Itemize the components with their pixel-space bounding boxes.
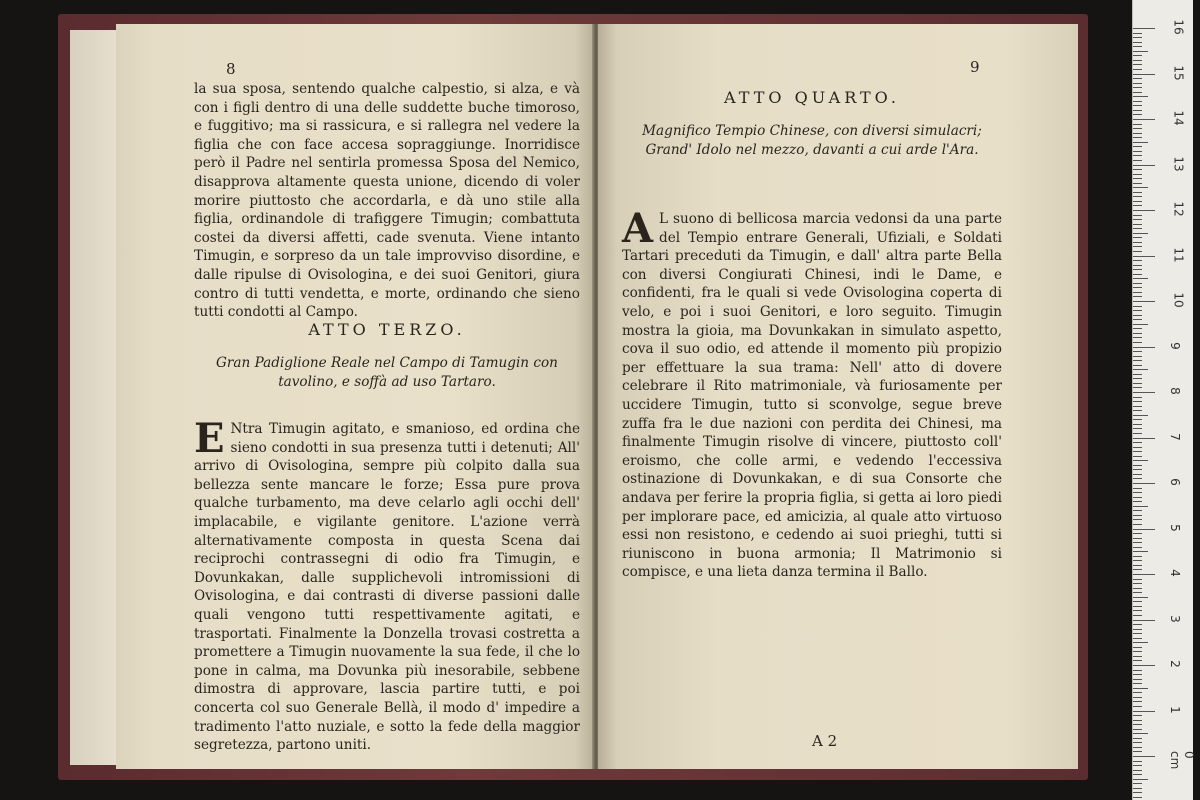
ruler-label: 2 xyxy=(1167,660,1182,668)
left-page xyxy=(116,24,594,769)
ruler-tick xyxy=(1133,565,1142,566)
ruler-label: 15 xyxy=(1171,64,1186,81)
ruler-tick xyxy=(1133,415,1148,416)
ruler-tick xyxy=(1133,337,1142,338)
ruler-tick xyxy=(1133,783,1142,784)
ruler-label: 12 xyxy=(1171,201,1186,217)
ruler-tick xyxy=(1133,60,1142,61)
ruler-tick xyxy=(1133,792,1142,793)
ruler-tick xyxy=(1133,360,1142,361)
ruler-tick xyxy=(1133,788,1142,789)
ruler-tick xyxy=(1133,92,1142,93)
ruler-label: 3 xyxy=(1167,614,1182,623)
ruler-tick xyxy=(1133,738,1142,739)
ruler-tick xyxy=(1133,538,1142,539)
ruler-tick xyxy=(1133,465,1142,466)
ruler-tick xyxy=(1133,37,1142,38)
ruler-tick xyxy=(1133,442,1142,443)
ruler-tick xyxy=(1133,683,1142,684)
ruler-tick xyxy=(1133,142,1148,143)
ruler-tick xyxy=(1133,569,1142,570)
ruler-tick xyxy=(1133,670,1142,671)
dropcap-e: E xyxy=(194,415,225,462)
ruler-tick xyxy=(1133,660,1142,661)
ruler-tick xyxy=(1133,215,1142,216)
act-four-heading: ATTO QUARTO. xyxy=(724,88,900,107)
ruler-tick xyxy=(1133,201,1142,202)
ruler-tick xyxy=(1133,119,1155,120)
ruler-tick xyxy=(1133,319,1142,320)
ruler-tick xyxy=(1133,210,1155,211)
ruler-tick xyxy=(1133,524,1142,525)
ruler-tick xyxy=(1133,647,1142,648)
ruler-tick xyxy=(1133,542,1142,543)
ruler-tick xyxy=(1133,224,1142,225)
ruler-tick xyxy=(1133,274,1142,275)
ruler-tick xyxy=(1133,633,1142,634)
ruler-tick xyxy=(1133,651,1142,652)
ruler-tick xyxy=(1133,729,1142,730)
ruler-tick xyxy=(1133,492,1142,493)
ruler-tick xyxy=(1133,638,1142,639)
ruler-tick xyxy=(1133,615,1142,616)
measuring-ruler xyxy=(1132,0,1196,800)
page-number-left: 8 xyxy=(226,60,236,78)
ruler-tick xyxy=(1133,433,1142,434)
ruler-label: 13 xyxy=(1171,155,1186,172)
ruler-tick xyxy=(1133,155,1142,156)
ruler-tick xyxy=(1133,711,1155,712)
ruler-tick xyxy=(1133,761,1142,762)
ruler-tick xyxy=(1133,510,1142,511)
ruler-tick xyxy=(1133,128,1142,129)
ruler-label: 10 xyxy=(1171,292,1186,308)
ruler-tick xyxy=(1133,233,1148,234)
ruler-tick xyxy=(1133,383,1142,384)
ruler-label: 0 cm xyxy=(1168,751,1196,770)
ruler-tick xyxy=(1133,324,1148,325)
act-three-body xyxy=(194,415,580,755)
ruler-label: 5 xyxy=(1167,523,1182,532)
ruler-tick xyxy=(1133,205,1142,206)
ruler-tick xyxy=(1133,69,1142,70)
ruler-tick xyxy=(1133,356,1142,357)
ruler-tick xyxy=(1133,146,1142,147)
ruler-tick xyxy=(1133,560,1142,561)
ruler-tick xyxy=(1133,419,1142,420)
ruler-tick xyxy=(1133,174,1142,175)
ruler-tick xyxy=(1133,160,1142,161)
ruler-tick xyxy=(1133,392,1155,393)
ruler-tick xyxy=(1133,506,1148,507)
ruler-label: 6 xyxy=(1167,478,1182,486)
ruler-tick xyxy=(1133,333,1142,334)
ruler-tick xyxy=(1133,301,1155,302)
ruler-tick xyxy=(1133,237,1142,238)
ruler-tick xyxy=(1133,28,1155,29)
ruler-tick xyxy=(1133,747,1142,748)
ruler-tick xyxy=(1133,488,1142,489)
ruler-tick xyxy=(1133,246,1142,247)
ruler-tick xyxy=(1133,283,1142,284)
ruler-tick xyxy=(1133,165,1155,166)
ruler-tick xyxy=(1133,55,1142,56)
ruler-tick xyxy=(1133,260,1142,261)
ruler-tick xyxy=(1133,151,1142,152)
ruler-tick xyxy=(1133,365,1142,366)
ruler-tick xyxy=(1133,178,1142,179)
ruler-tick xyxy=(1133,756,1155,757)
ruler-tick xyxy=(1133,228,1142,229)
ruler-tick xyxy=(1133,697,1142,698)
ruler-tick xyxy=(1133,124,1142,125)
ruler-tick xyxy=(1133,101,1142,102)
ruler-tick xyxy=(1133,105,1142,106)
ruler-tick xyxy=(1133,87,1142,88)
ruler-tick xyxy=(1133,406,1142,407)
ruler-tick xyxy=(1133,369,1148,370)
ruler-tick xyxy=(1133,438,1155,439)
ruler-tick xyxy=(1133,96,1148,97)
ruler-tick xyxy=(1133,674,1142,675)
ruler-tick xyxy=(1133,765,1142,766)
ruler-label: 4 xyxy=(1167,569,1182,577)
ruler-tick xyxy=(1133,169,1142,170)
ruler-tick xyxy=(1133,410,1142,411)
ruler-tick xyxy=(1133,469,1142,470)
ruler-tick xyxy=(1133,779,1148,780)
page-number-right: 9 xyxy=(970,58,980,76)
ruler-label: 8 xyxy=(1167,387,1182,395)
ruler-tick xyxy=(1133,797,1142,798)
ruler-tick xyxy=(1133,74,1155,75)
act-three-text: Ntra Timugin agitato, e smanioso, ed ordina che sieno condotti in sua presenza tutti i detenuti; All' arrivo di Ovisologina, sempre più colpito dalla sua bellezza sente mancare le forze; Essa pure prova qualche turbamento, ma deve celarlo agli occhi dell' implacabile, e vigilante genitore. L'azione verrà alternativamente composta in questa Scena dai reciprochi contrassegni di odio fra Timugin, e Dovunkakan, dalle supplichevoli intromissioni di Ovisologina, e dai contrasti di diverse passioni dalle quali vengono tutti respettivamente agitati, e trasportati. Finalmente la Donzella trovasi costretta a promettere a Timugin nuovamente la sua fede, il che lo pone in calma, ma Dovunka più inesorabile, sebbene dimostra di approvare, lascia partire tutti, e poi concerta col suo Generale Bellà, il modo d' impedire a tradimento l'atto nuziale, e sotto la fede della maggior segretezza, partono uniti. xyxy=(194,421,580,754)
ruler-label: 16 xyxy=(1171,19,1186,35)
ruler-tick xyxy=(1133,110,1142,111)
left-text-top: la sua sposa, sentendo qualche calpestio, si alza, e và con i figli dentro di una delle suddette buche timoroso, e fuggitivo; ma si rassicura, e si rallegra nel vedere la figlia che con face accesa sopraggiunge. Inorridisce però il Padre nel sentirla promessa Sposa del Nemico, disapprova altamente questa unione, dicendo di voler morire piuttosto che accordarla, e dà uno stile alla figlia, ordinandole di trafiggere Timugin; combattuta costei da diversi affetti, cade svenuta. Viene intanto Timugin, e sorpreso da un tale improvviso disordine, e dalle ripulse di Ovisologina, e dei suoi Genitori, giura contro di tutti vendetta, e morte, ordinando che sieno tutti condotti al Campo. xyxy=(194,81,580,321)
ruler-tick xyxy=(1133,770,1142,771)
ruler-label: 11 xyxy=(1171,246,1186,263)
ruler-tick xyxy=(1133,306,1142,307)
right-page xyxy=(598,24,1078,769)
ruler-tick xyxy=(1133,187,1148,188)
ruler-tick xyxy=(1133,592,1142,593)
ruler-tick xyxy=(1133,742,1142,743)
ruler-tick xyxy=(1133,451,1142,452)
ruler-tick xyxy=(1133,269,1142,270)
ruler-tick xyxy=(1133,183,1142,184)
ruler-tick xyxy=(1133,533,1142,534)
ruler-tick xyxy=(1133,64,1142,65)
ruler-tick xyxy=(1133,78,1142,79)
ruler-tick xyxy=(1133,701,1142,702)
ruler-tick xyxy=(1133,460,1148,461)
ruler-tick xyxy=(1133,374,1142,375)
ruler-tick xyxy=(1133,665,1155,666)
ruler-tick xyxy=(1133,501,1142,502)
ruler-tick xyxy=(1133,265,1142,266)
ruler-tick xyxy=(1133,556,1142,557)
ruler-tick xyxy=(1133,315,1142,316)
ruler-tick xyxy=(1133,724,1142,725)
ruler-tick xyxy=(1133,242,1142,243)
ruler-tick xyxy=(1133,456,1142,457)
ruler-tick xyxy=(1133,529,1155,530)
ruler-tick xyxy=(1133,478,1142,479)
ruler-tick xyxy=(1133,620,1155,621)
ruler-tick xyxy=(1133,42,1142,43)
ruler-tick xyxy=(1133,720,1142,721)
ruler-tick xyxy=(1133,519,1142,520)
ruler-tick xyxy=(1133,51,1148,52)
ruler-tick xyxy=(1133,751,1142,752)
dropcap-a: A xyxy=(622,205,654,252)
ruler-tick xyxy=(1133,192,1142,193)
ruler-tick xyxy=(1133,606,1142,607)
ruler-tick xyxy=(1133,251,1142,252)
ruler-tick xyxy=(1133,624,1142,625)
ruler-label: 14 xyxy=(1171,110,1186,126)
ruler-tick xyxy=(1133,515,1142,516)
act-three-heading: ATTO TERZO. xyxy=(308,320,466,339)
ruler-tick xyxy=(1133,588,1142,589)
ruler-tick xyxy=(1133,133,1142,134)
ruler-tick xyxy=(1133,656,1142,657)
ruler-tick xyxy=(1133,715,1142,716)
ruler-tick xyxy=(1133,351,1142,352)
ruler-tick xyxy=(1133,83,1142,84)
ruler-tick xyxy=(1133,278,1148,279)
ruler-tick xyxy=(1133,774,1142,775)
ruler-tick xyxy=(1133,137,1142,138)
ruler-tick xyxy=(1133,601,1142,602)
ruler-tick xyxy=(1133,387,1142,388)
ruler-label: 1 xyxy=(1167,705,1182,714)
ruler-tick xyxy=(1133,497,1142,498)
ruler-tick xyxy=(1133,579,1142,580)
ruler-tick xyxy=(1133,483,1155,484)
ruler-tick xyxy=(1133,597,1148,598)
ruler-label: 9 xyxy=(1167,341,1182,350)
ruler-tick xyxy=(1133,629,1142,630)
ruler-tick xyxy=(1133,347,1155,348)
ruler-tick xyxy=(1133,296,1142,297)
ruler-tick xyxy=(1133,219,1142,220)
ruler-tick xyxy=(1133,287,1142,288)
ruler-tick xyxy=(1133,706,1142,707)
ruler-tick xyxy=(1133,642,1148,643)
ruler-tick xyxy=(1133,342,1142,343)
signature-mark: A 2 xyxy=(812,732,838,750)
ruler-tick xyxy=(1133,688,1148,689)
act-four-body xyxy=(622,205,1002,582)
ruler-tick xyxy=(1133,733,1148,734)
ruler-tick xyxy=(1133,196,1142,197)
ruler-tick xyxy=(1133,547,1142,548)
ruler-tick xyxy=(1133,610,1142,611)
ruler-tick xyxy=(1133,378,1142,379)
ruler-tick xyxy=(1133,310,1142,311)
ruler-tick xyxy=(1133,292,1142,293)
ruler-tick xyxy=(1133,114,1142,115)
ruler-tick xyxy=(1133,679,1142,680)
ruler-tick xyxy=(1133,256,1155,257)
ruler-tick xyxy=(1133,474,1142,475)
ruler-tick xyxy=(1133,692,1142,693)
ruler-tick xyxy=(1133,401,1142,402)
ruler-label: 7 xyxy=(1167,432,1182,441)
act-four-text: L suono di bellicosa marcia vedonsi da una parte del Tempio entrare Generali, Ufiziali, e Soldati Tartari preceduti da Timugin, e dall' altra parte Bella con diversi Congiurati Chinesi, indi le Dame, e confidenti, fra le quali si vede Ovisologina coperta di velo, e poi i suoi Genitori, e loro seguito. Timugin mostra la gioia, ma Dovunkakan in simulato aspetto, cova il suo odio, ed attende il momento più propizio per effettuare la sua trama: Nell' atto di dovere celebrare il Rito matrimoniale, và furiosamente per uccidere Timugin, tutto si sconvolge, segue breve zuffa fra le due nazioni con perdita dei Chinesi, ma finalmente Timugin risolve di vincere, piuttosto coll' eroismo, che colle armi, e vedendo l'eccessiva ostinazione di Dovunkakan, e di sua Consorte che andava per ferire la propria figlia, si getta ai loro piedi per implorare pace, ed amicizia, al quale atto virtuoso essi non resistono, e cedendo ai suoi prieghi, tutti si riuniscono in buona armonia; Il Matrimonio si compisce, e una lieta danza termina il Ballo. xyxy=(622,211,1002,581)
act-three-subheading: Gran Padiglione Reale nel Campo di Tamugin con tavolino, e soffà ad uso Tartaro. xyxy=(216,355,558,390)
ruler-tick xyxy=(1133,328,1142,329)
ruler-tick xyxy=(1133,574,1155,575)
ruler-tick xyxy=(1133,447,1142,448)
ruler-tick xyxy=(1133,551,1148,552)
ruler-tick xyxy=(1133,428,1142,429)
ruler-tick xyxy=(1133,33,1142,34)
ruler-tick xyxy=(1133,46,1142,47)
flyleaf xyxy=(70,30,122,765)
ruler-tick xyxy=(1133,424,1142,425)
ruler-tick xyxy=(1133,397,1142,398)
act-four-subheading: Magnifico Tempio Chinese, con diversi simulacri; Grand' Idolo nel mezzo, davanti a cui arde l'Ara. xyxy=(642,123,982,158)
ruler-tick xyxy=(1133,583,1142,584)
